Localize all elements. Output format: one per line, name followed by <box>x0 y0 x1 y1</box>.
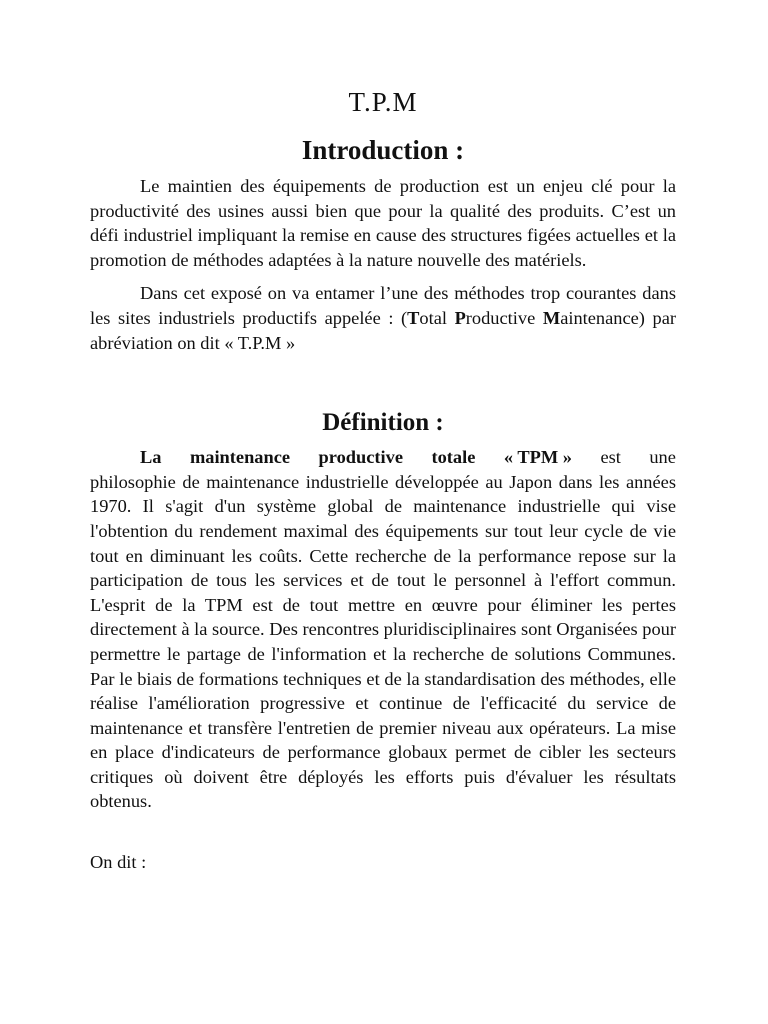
bold-letter-t: T <box>407 307 420 328</box>
definition-lead-word: productive <box>318 447 403 468</box>
intro-p2-roductive: roductive <box>465 307 543 328</box>
definition-heading: Définition : <box>322 409 444 437</box>
intro-paragraph-2 <box>90 281 676 355</box>
bold-letter-m: M <box>542 307 561 328</box>
definition-paragraph: philosophie de maintenance industrielle développée au Japon dans les années 1970. Il s'agit d'un système global de maintenance industrielle qui vise l'obtention du rendement maximal des équipements sur tout leur cycle de vie tout en diminuant les coûts. Cette recherche de la performance repose sur la participation de tous les services et de tout le personnel à l'effort commun. L'esprit de la TPM est de tout mettre en œuvre pour éliminer les pertes directement à la source. Des rencontres pluridisciplinaires sont Organisées pour permettre le partage de l'information et la recherche de solutions Communes. Par le biais de formations techniques et de la standardisation des méthodes, elle réalise l'amélioration progressive et continue de l'efficacité du service de maintenance et transfère l'entretien de premier niveau aux opérateurs. La mise en place d'indicateurs de performance globaux permet de cibler les secteurs critiques où doivent être déployés les efforts puis d'évaluer les résultats obtenus. <box>90 471 676 812</box>
definition-lead-tail: une <box>649 447 676 468</box>
intro-p2-text: Dans cet exposé on va entamer l’une des méthodes trop courantes dans les sites industriels productifs appelée : ( <box>90 283 676 328</box>
definition-lead-word: totale <box>431 447 476 468</box>
definition-lead-line <box>90 445 676 470</box>
definition-lead-word: La <box>140 447 162 468</box>
document-title: T.P.M <box>348 87 418 117</box>
intro-p2-otal: otal <box>419 307 455 328</box>
definition-lead-tail: est <box>600 447 621 468</box>
definition-lead-word: maintenance <box>189 447 291 468</box>
introduction-heading: Introduction : <box>301 135 465 165</box>
definition-lead-word: « TPM » <box>503 447 572 468</box>
intro-paragraph-1: Le maintien des équipements de production est un enjeu clé pour la productivité des usines aussi bien que pour la qualité des produits. C’est un défi industriel impliquant la remise en cause des structures figées actuelles et la promotion de méthodes adaptées à la nature nouvelle des matériels. <box>90 176 676 270</box>
closing-line: On dit : <box>90 852 147 873</box>
bold-letter-p: P <box>454 307 466 328</box>
document-page <box>90 82 676 875</box>
intro-p2-after: aintenance) par abréviation on dit « T.P.M » <box>90 307 676 353</box>
